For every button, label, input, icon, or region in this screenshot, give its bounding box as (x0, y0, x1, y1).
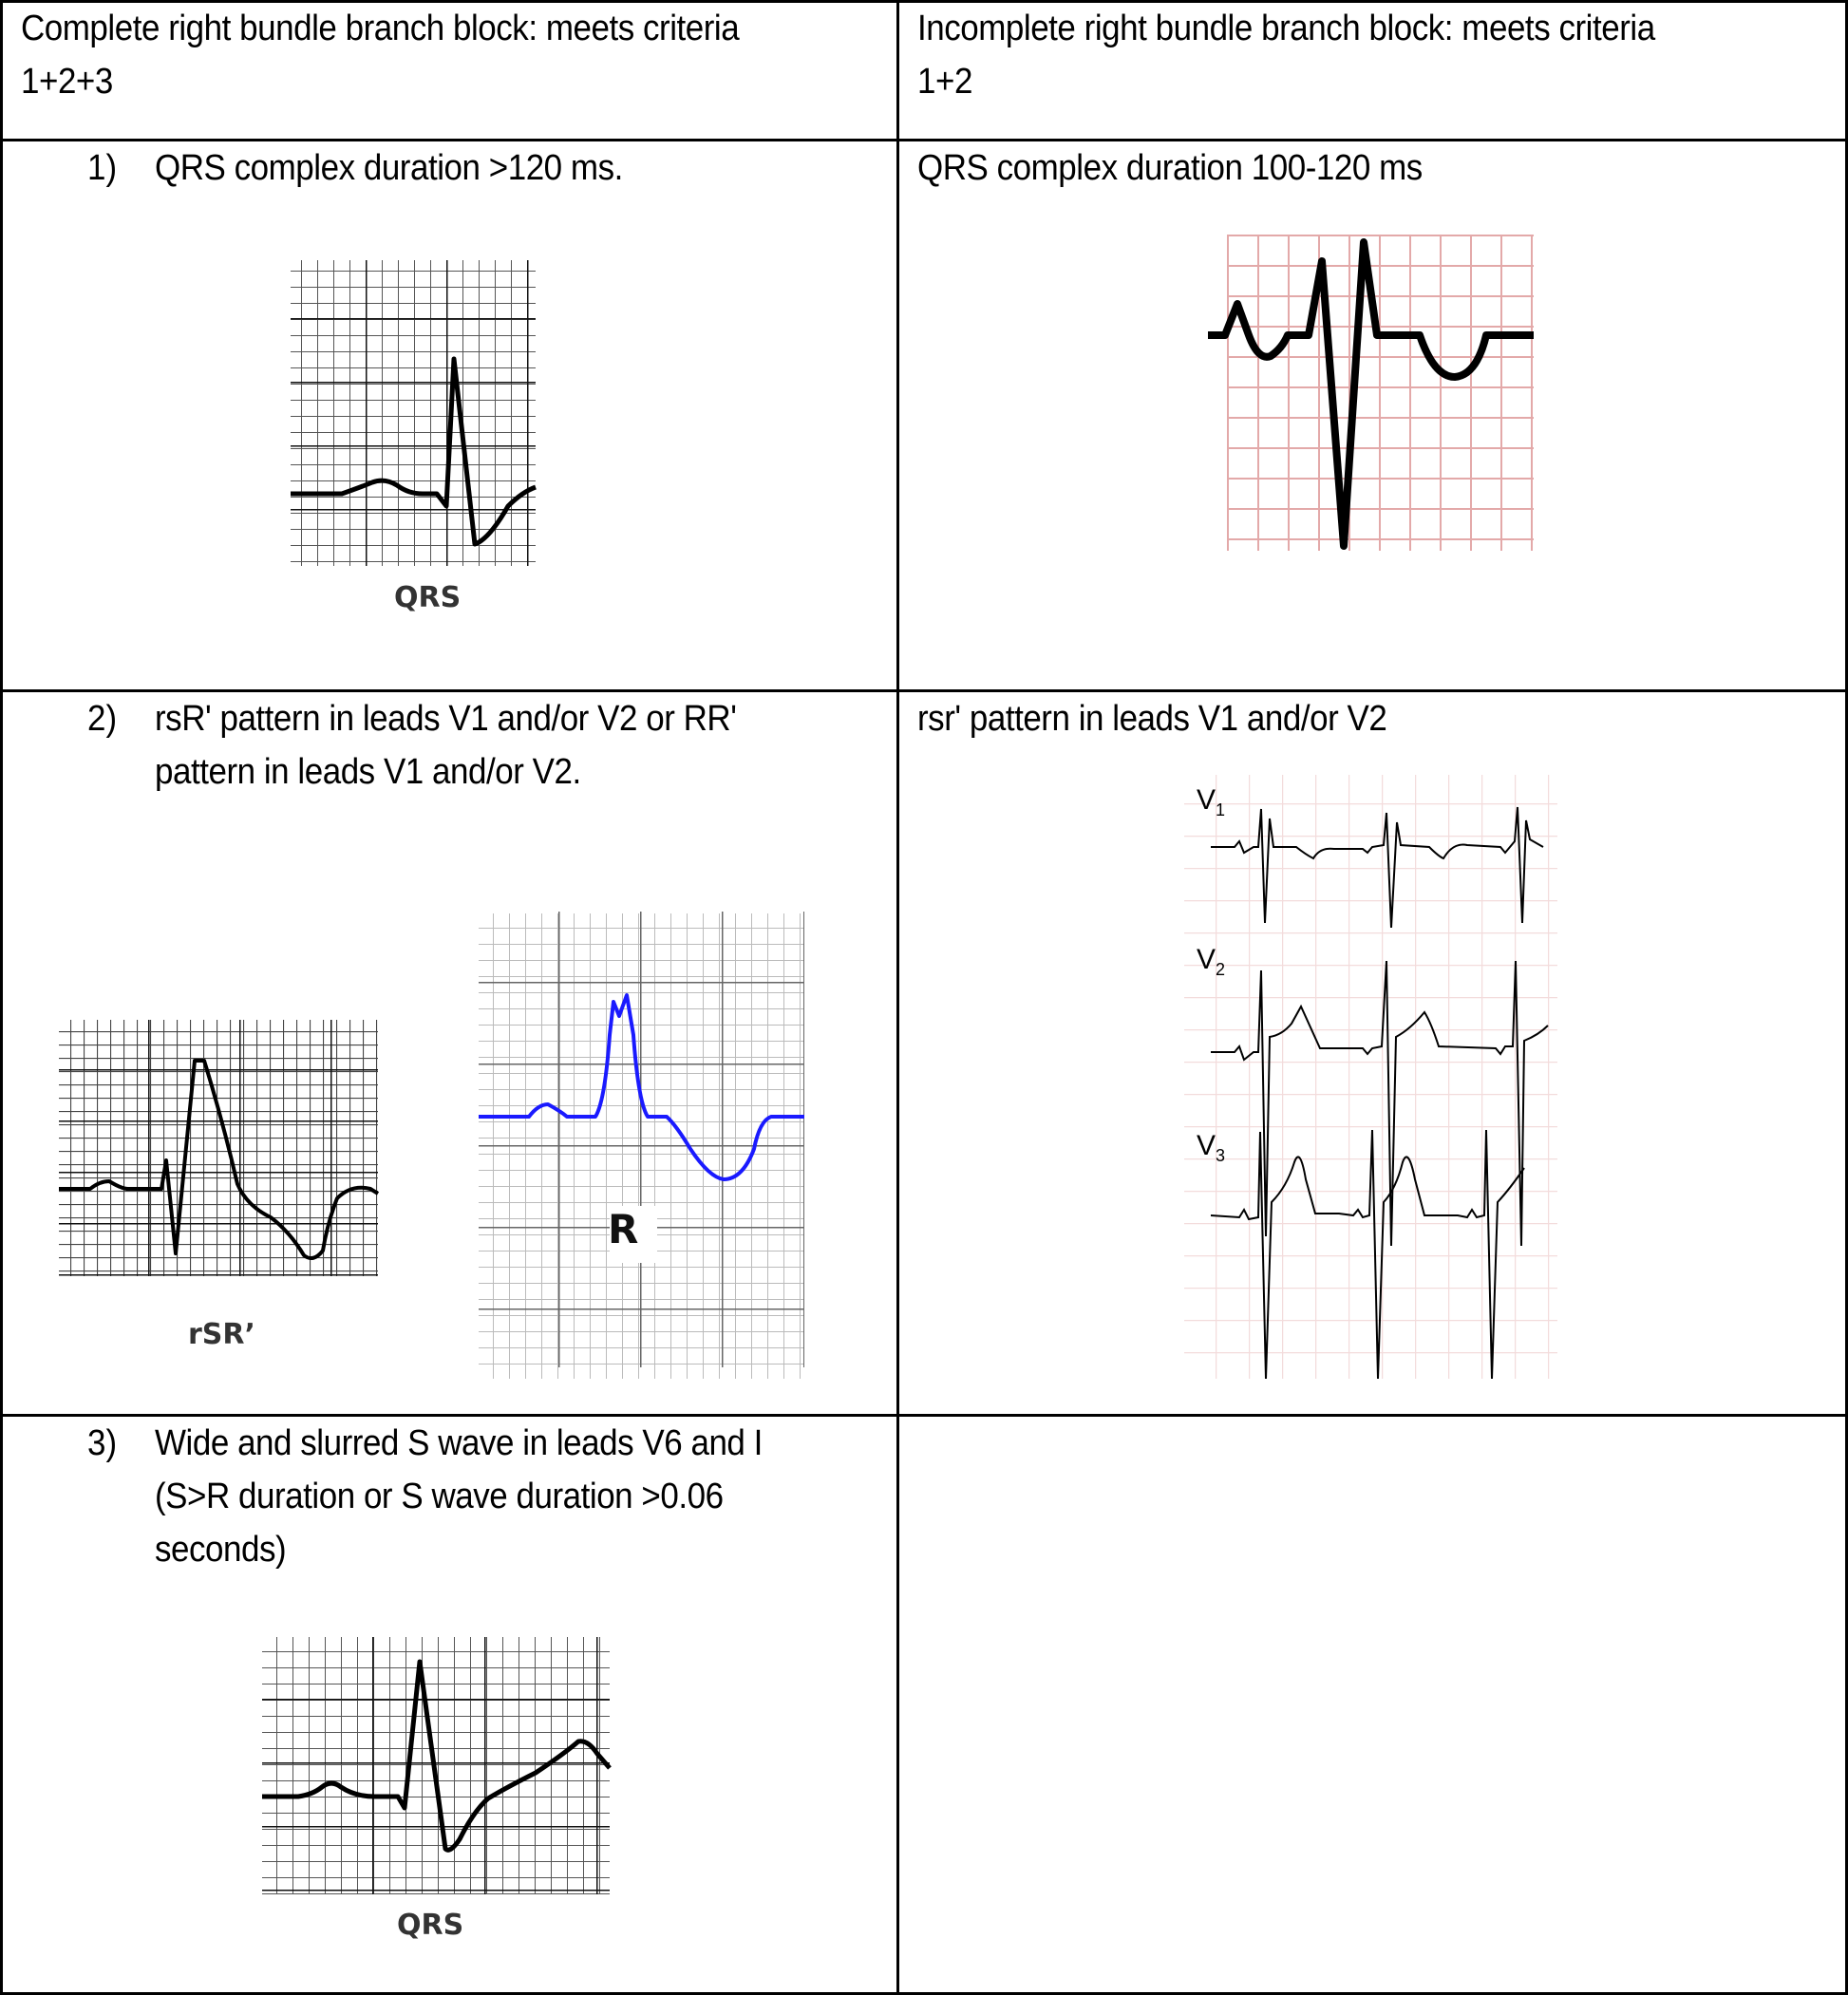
figure-caption: QRS (394, 581, 462, 614)
header-line: Complete right bundle branch block: meets criteria (21, 9, 740, 48)
criterion-line: rsr' pattern in leads V1 and/or V2 (917, 699, 1387, 739)
header-complete-rbbb (21, 2, 739, 108)
figure-caption: R (608, 1206, 639, 1252)
figure-caption: rSR’ (188, 1318, 255, 1351)
ecg-figure-v1-v3-strip (1182, 771, 1557, 1379)
criterion-line: Wide and slurred S wave in leads V6 and I (155, 1423, 763, 1463)
ecg-figure-rr-prime (477, 912, 804, 1382)
criterion-line: seconds) (155, 1530, 287, 1570)
lead-label-v2: $V_2$ (1197, 944, 1226, 979)
header-incomplete-rbbb (917, 2, 1655, 108)
criterion-number: 3) (87, 1423, 118, 1463)
header-line: Incomplete right bundle branch block: meets criteria (917, 9, 1655, 48)
criterion-line: rsR' pattern in leads V1 and/or V2 or RR' (155, 699, 737, 739)
criterion-1-text (155, 141, 623, 195)
criterion-line: pattern in leads V1 and/or V2. (155, 752, 581, 792)
criterion-line: (S>R duration or S wave duration >0.06 (155, 1477, 724, 1516)
criterion-line: QRS complex duration >120 ms. (155, 148, 623, 188)
ecg-figure-slurred-s (260, 1635, 612, 1896)
ecg-figure-incomplete-qrs (1206, 223, 1534, 551)
figure-caption: QRS (397, 1909, 464, 1942)
criterion-2-text (155, 692, 736, 799)
incomplete-criterion-2-text (917, 692, 1386, 745)
criterion-3-text (155, 1417, 763, 1576)
table-border-left (0, 0, 3, 1995)
criterion-line: QRS complex duration 100-120 ms (917, 148, 1423, 188)
criterion-number: 2) (87, 699, 118, 739)
header-line: 1+2 (917, 62, 972, 102)
header-line: 1+2+3 (21, 62, 113, 102)
lead-label-v3: $V_3$ (1197, 1130, 1226, 1165)
ecg-figure-rsr-prime (57, 1018, 380, 1279)
ecg-figure-wide-qrs (285, 254, 541, 577)
lead-label-v1: $V_1$ (1197, 784, 1226, 819)
criterion-number: 1) (87, 148, 118, 188)
incomplete-criterion-1-text (917, 141, 1423, 195)
empty-cell (899, 1417, 1845, 1992)
